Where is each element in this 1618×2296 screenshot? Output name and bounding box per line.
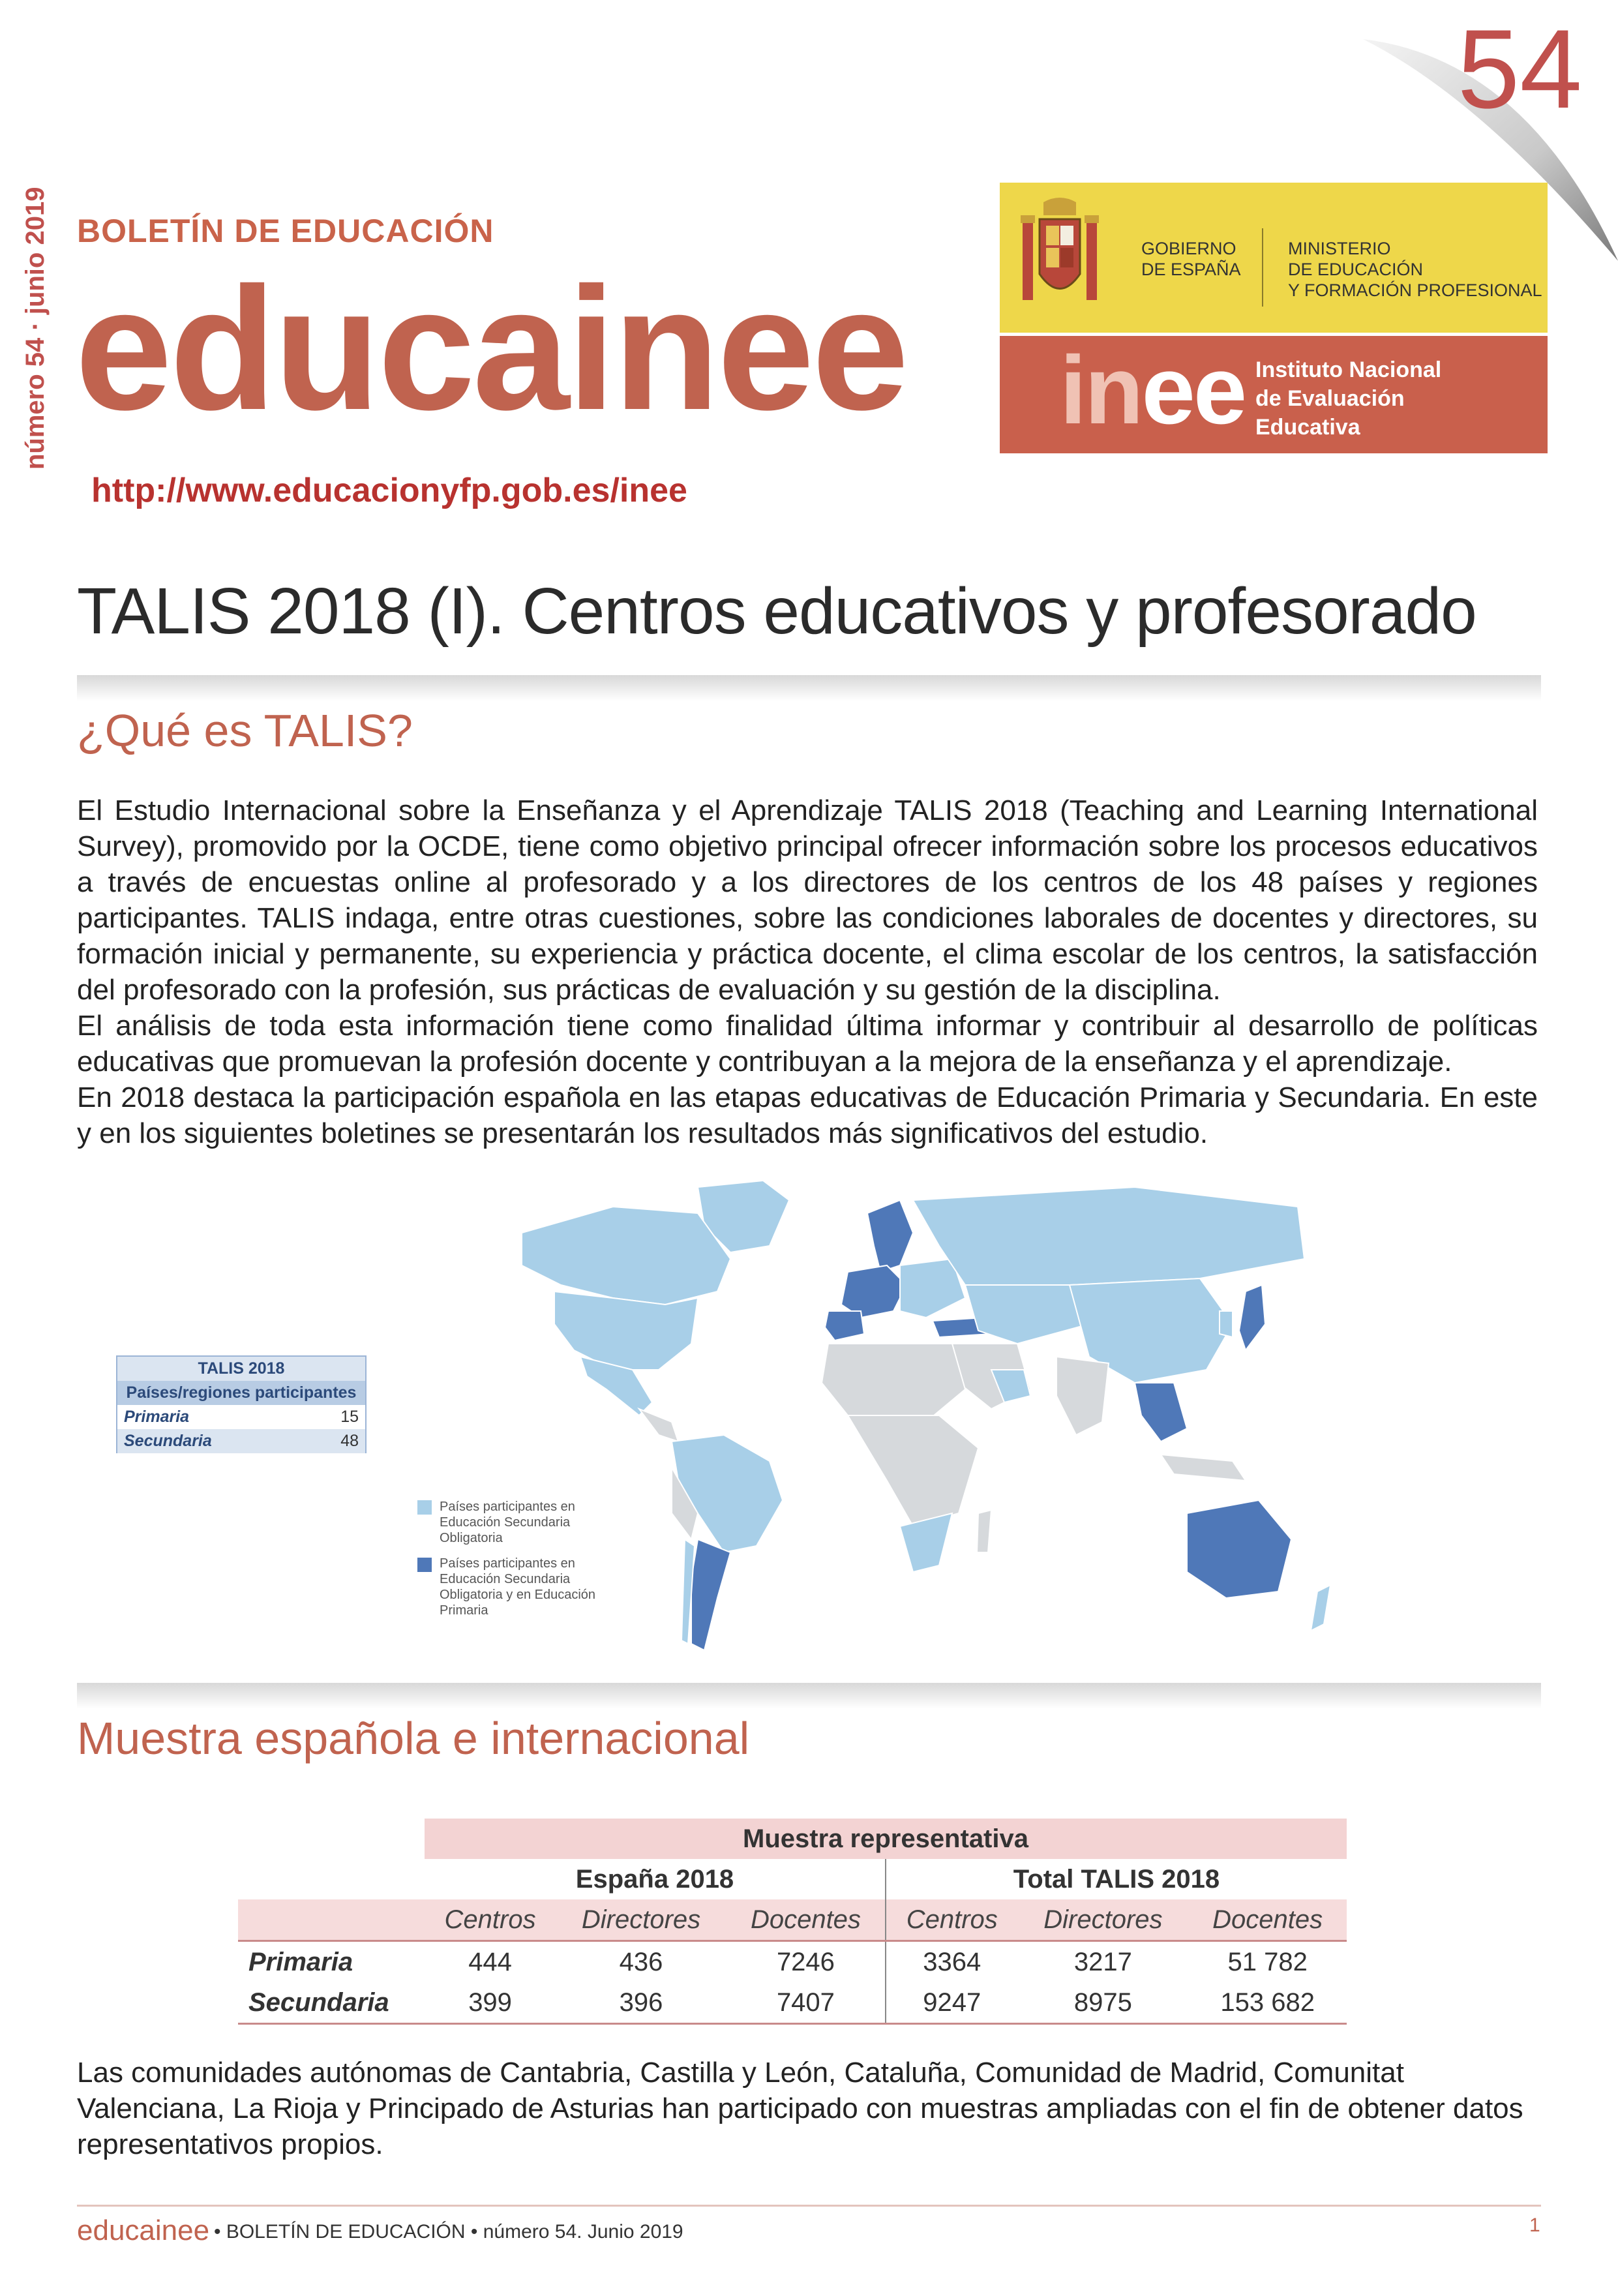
group-header-spain: España 2018 [575, 1864, 734, 1894]
footer-text: • BOLETÍN DE EDUCACIÓN • número 54. Junio 2019 [214, 2221, 683, 2243]
table-cell: 3217 [1018, 1941, 1189, 1983]
brand-logo-text: educainee [75, 250, 906, 446]
column-header: Directores [556, 1899, 727, 1941]
inee-logo [1060, 337, 1246, 444]
map-australia [1187, 1500, 1291, 1598]
site-url-link[interactable]: http://www.educacionyfp.gob.es/inee [91, 472, 687, 509]
map-new-zealand [1311, 1585, 1330, 1631]
table-row [238, 1982, 1347, 2024]
table-cell: 396 [556, 1982, 727, 2024]
map-central-africa [848, 1415, 978, 1526]
inee-logo-ee: ee [1141, 337, 1246, 444]
column-header: Centros [425, 1899, 556, 1941]
talis-table-row [117, 1429, 365, 1453]
group-header-total: Total TALIS 2018 [886, 1859, 1347, 1899]
column-header: Centros [886, 1899, 1018, 1941]
gov-line-1: GOBIERNO [1141, 239, 1236, 258]
section-heading-que-es-talis: ¿Qué es TALIS? [77, 705, 413, 756]
table-cell: 51 782 [1188, 1941, 1347, 1983]
map-iberia [825, 1311, 864, 1340]
map-indonesia [1161, 1455, 1246, 1481]
map-argentina [691, 1539, 730, 1650]
gov-divider [1262, 228, 1263, 307]
coat-of-arms-icon [1017, 196, 1102, 313]
gov-line-2: DE ESPAÑA [1141, 260, 1241, 279]
inee-line-2: de Evaluación [1255, 386, 1405, 411]
legend-swatch-secundaria-primaria [417, 1558, 432, 1572]
boletin-label: BOLETÍN DE EDUCACIÓN [77, 213, 494, 249]
map-india [1056, 1357, 1109, 1435]
table-cell: 444 [425, 1941, 556, 1983]
footer-brand: educainee [77, 2214, 210, 2246]
table-cell: 7407 [727, 1982, 886, 2024]
row-label: Primaria [238, 1941, 425, 1983]
talis-summary-table [117, 1357, 365, 1453]
map-north-africa [822, 1344, 965, 1422]
intro-paragraph-1: El Estudio Internacional sobre la Enseñanza y el Aprendizaje TALIS 2018 (Teaching and Learning International Survey), promovido por la OCDE, tiene como objetivo principal ofrecer información sobre los procesos educativos a través de encuestas online al profesorado y a los directores de los centros de los 48 países y regiones participantes. TALIS indaga, entre otras cuestiones, sobre las condiciones laborales de docentes y directores, su formación inicial y permanente, su experiencia y práctica docente, el clima escolar de los centros, la satisfacción del profesorado con la profesión, sus prácticas de evaluación y su gestión de la disciplina. [77, 794, 1538, 1006]
legend-label-secundaria-primaria: Países participantes en Educación Secundaria Obligatoria y en Educación Primaria [440, 1556, 596, 1618]
row-label: Secundaria [238, 1982, 425, 2024]
ministry-line-3: Y FORMACIÓN PROFESIONAL [1288, 280, 1542, 300]
map-madagascar [977, 1510, 991, 1552]
intro-paragraph-3: En 2018 destaca la participación española en las etapas educativas de Educación Primaria y Secundaria. En este y en los siguientes boletines se presentarán los resultados más significativos del estudio. [77, 1081, 1538, 1149]
sample-table-title: Muestra representativa [425, 1819, 1347, 1859]
table-cell: 153 682 [1188, 1982, 1347, 2024]
talis-table-title: TALIS 2018 [117, 1357, 365, 1381]
section-divider-bar [77, 675, 1541, 701]
map-russia [913, 1187, 1304, 1285]
footer-rule [77, 2205, 1541, 2207]
table-cell: 8975 [1018, 1982, 1189, 2024]
talis-row-label: Secundaria [117, 1429, 307, 1453]
table-row [238, 1941, 1347, 1983]
map-usa [554, 1292, 698, 1370]
ministry-line-2: DE EDUCACIÓN [1288, 260, 1424, 279]
map-canada [522, 1207, 730, 1305]
column-header: Docentes [1188, 1899, 1347, 1941]
map-japan [1239, 1285, 1265, 1350]
inee-line-1: Instituto Nacional [1255, 357, 1442, 382]
intro-text-block [77, 793, 1538, 1151]
table-cell: 9247 [886, 1982, 1018, 2024]
talis-table-subtitle: Países/regiones participantes [117, 1381, 365, 1405]
map-scandinavia [867, 1200, 913, 1272]
inee-line-3: Educativa [1255, 415, 1360, 440]
table-cell: 399 [425, 1982, 556, 2024]
article-title: TALIS 2018 (I). Centros educativos y profesorado [77, 575, 1476, 648]
vertical-issue-text: número 54 · junio 2019 [21, 187, 50, 470]
section-heading-muestra: Muestra española e internacional [77, 1713, 750, 1764]
ministry-label [1288, 238, 1542, 301]
vertical-issue-label [14, 187, 60, 470]
legend-label-secundaria: Países participantes en Educación Secundaria Obligatoria [440, 1500, 575, 1545]
sample-table [238, 1819, 1347, 2025]
section-divider-bar [77, 1683, 1541, 1709]
column-header: Docentes [727, 1899, 886, 1941]
talis-table-row [117, 1405, 365, 1429]
column-header: Directores [1018, 1899, 1189, 1941]
map-central-america [639, 1409, 678, 1442]
inee-logo-in: in [1060, 337, 1142, 444]
table-cell: 3364 [886, 1941, 1018, 1983]
map-south-africa [900, 1513, 952, 1572]
inee-institute-label [1255, 355, 1441, 442]
talis-row-value: 15 [340, 1408, 359, 1426]
map-southeast-asia [1135, 1383, 1187, 1442]
ministry-line-1: MINISTERIO [1288, 239, 1391, 258]
issue-number: 54 [1457, 7, 1582, 132]
page-number: 1 [1529, 2214, 1540, 2236]
legend-swatch-secundaria [417, 1500, 432, 1515]
table-cell: 7246 [727, 1941, 886, 1983]
talis-row-value: 48 [307, 1429, 365, 1453]
table-cell: 436 [556, 1941, 727, 1983]
map-korea [1220, 1311, 1233, 1337]
closing-paragraph: Las comunidades autónomas de Cantabria, Castilla y León, Cataluña, Comunidad de Madrid, Comunitat Valenciana, La Rioja y Principado de Asturias han participado con muestras ampliadas con el fin de obtener datos representativos propios. [77, 2057, 1523, 2160]
gobierno-de-espana-label [1141, 238, 1241, 280]
talis-row-label: Primaria [124, 1408, 190, 1426]
map-western-europe [841, 1265, 906, 1318]
intro-paragraph-2: El análisis de toda esta información tiene como finalidad última informar y contribuir al desarrollo de políticas educativas que promuevan la profesión docente y contribuyan a la mejora de la enseñanza y el aprendizaje. [77, 1010, 1538, 1078]
